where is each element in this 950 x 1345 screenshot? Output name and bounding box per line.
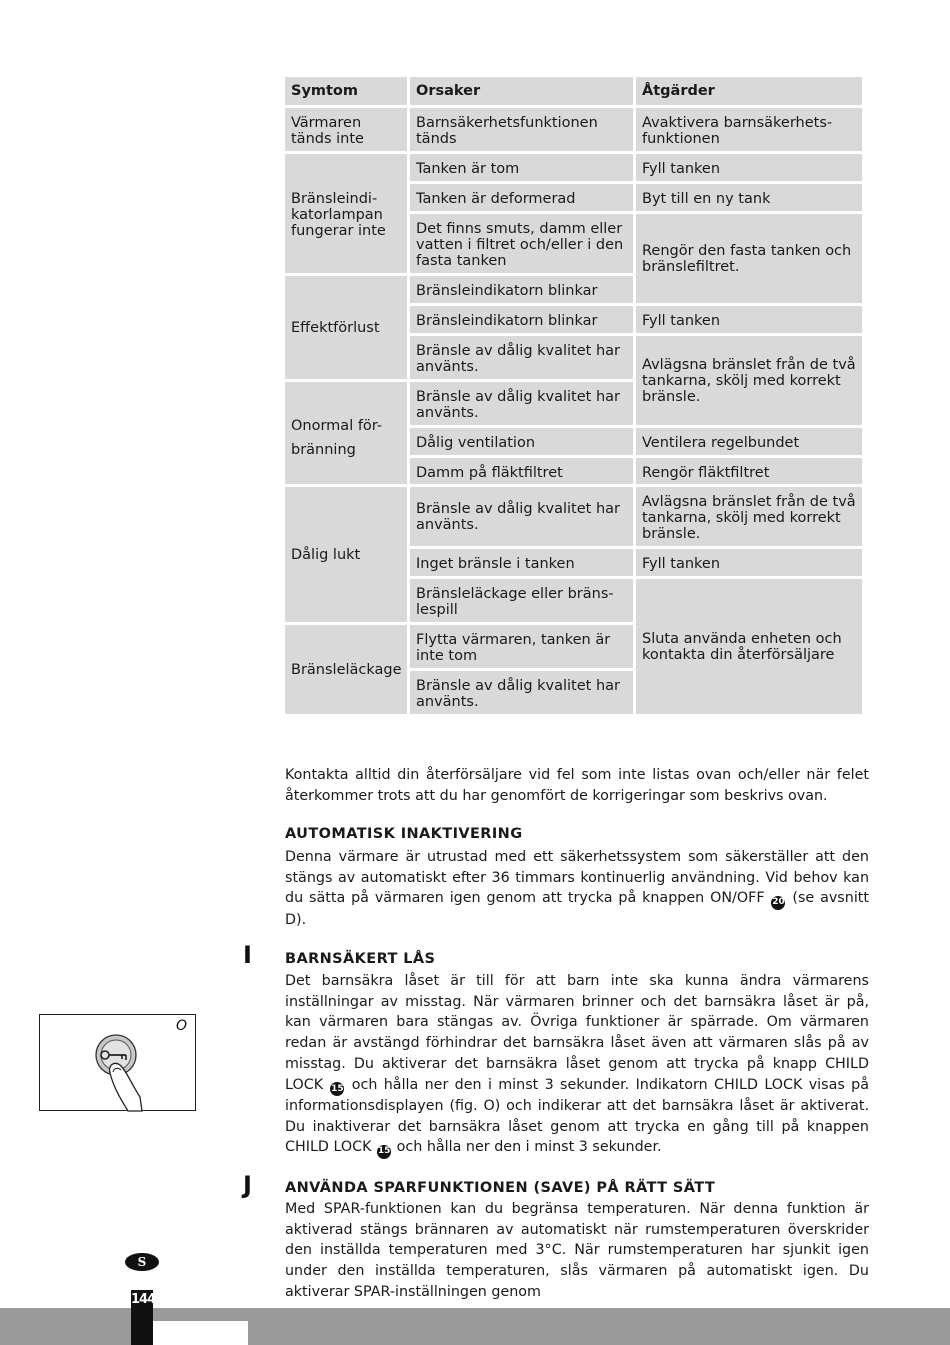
button-ref-badge: 15 bbox=[330, 1082, 344, 1096]
section-letter: I bbox=[243, 941, 252, 969]
auto-off-heading: AUTOMATISK INAKTIVERING bbox=[285, 826, 523, 842]
child-lock-heading: BARNSÄKERT LÅS bbox=[285, 951, 436, 967]
cause-cell: Inget bränsle i tanken bbox=[410, 549, 633, 576]
button-ref-badge: 20 bbox=[771, 896, 785, 910]
cause-cell: Tanken är deformerad bbox=[410, 184, 633, 211]
action-cell: Byt till en ny tank bbox=[636, 184, 862, 211]
header-cause: Orsaker bbox=[410, 77, 633, 105]
button-ref-badge: 15 bbox=[377, 1145, 391, 1159]
header-action: Åtgärder bbox=[636, 77, 862, 105]
cause-cell: Dålig ventilation bbox=[410, 428, 633, 455]
header-symptom: Symtom bbox=[285, 77, 407, 105]
figure-o bbox=[39, 1014, 196, 1111]
auto-off-paragraph: Denna värmare är utrustad med ett säkerhetssystem som säkerställer att den stängs av automatiskt efter 36 timmars kontinuerlig användning. Vid behov kan du sätta på värmaren igen genom att trycka på knappen ON/OFF 20 (se avsnitt D). bbox=[285, 849, 869, 928]
cause-cell: Bränsleindikatorn blinkar bbox=[410, 306, 633, 333]
cause-cell: Tanken är tom bbox=[410, 154, 633, 181]
action-cell: Sluta använda enheten och kontakta din återförsäljare bbox=[636, 579, 862, 714]
cause-cell: Bränsle av dålig kvalitet har använts. bbox=[410, 671, 633, 714]
footer-white-block bbox=[150, 1321, 248, 1345]
action-cell: Avlägsna bränslet från de två tankarna, skölj med korrekt bränsle. bbox=[636, 487, 862, 546]
symptom-cell: Bränsleläckage bbox=[285, 625, 407, 714]
cause-cell: Det finns smuts, damm eller vatten i filtret och/eller i den fasta tanken bbox=[410, 214, 633, 273]
cause-cell: Bränsleindikatorn blinkar bbox=[410, 276, 633, 303]
language-badge: S bbox=[125, 1253, 159, 1271]
cause-cell: Barnsäkerhetsfunktionen tänds bbox=[410, 108, 633, 151]
action-cell: Fyll tanken bbox=[636, 549, 862, 576]
symptom-cell: Bränsleindi- katorlampan fungerar inte bbox=[285, 154, 407, 273]
cause-cell: Flytta värmaren, tanken är inte tom bbox=[410, 625, 633, 668]
cause-cell: Bränsle av dålig kvalitet har använts. bbox=[410, 336, 633, 379]
cause-cell: Bränsle av dålig kvalitet har använts. bbox=[410, 382, 633, 425]
action-cell: Rengör den fasta tanken och bränslefiltret. bbox=[636, 214, 862, 303]
symptom-cell: Dålig lukt bbox=[285, 487, 407, 622]
action-cell: Rengör fläktfiltret bbox=[636, 458, 862, 484]
action-cell: Avaktivera barnsäkerhets- funktionen bbox=[636, 108, 862, 151]
symptom-cell: Onormal för- bränning bbox=[285, 382, 407, 484]
action-cell: Fyll tanken bbox=[636, 306, 862, 333]
action-cell: Ventilera regelbundet bbox=[636, 428, 862, 455]
section-letter: J bbox=[243, 1171, 252, 1199]
action-cell: Fyll tanken bbox=[636, 154, 862, 181]
save-function-paragraph: Med SPAR-funktionen kan du begränsa temperaturen. När denna funktion är aktiverad stängs brännaren av automatiskt när rumstemperaturen överskrider den inställda temperaturen med 3°C. När rumstemperaturen har sjunkit igen under den inställda temperaturen, slås värmaren på automatiskt igen. Du aktiverar SPAR-inställningen genom bbox=[285, 1201, 869, 1300]
cause-cell: Bränsleläckage eller bräns- lespill bbox=[410, 579, 633, 622]
figure-label: O bbox=[175, 1018, 187, 1034]
action-cell: Avlägsna bränslet från de två tankarna, skölj med korrekt bränsle. bbox=[636, 336, 862, 425]
cause-cell: Bränsle av dålig kvalitet har använts. bbox=[410, 487, 633, 546]
page-number: 144 bbox=[131, 1292, 156, 1307]
save-function-heading: ANVÄNDA SPARFUNKTIONEN (SAVE) PÅ RÄTT SÄTT bbox=[285, 1180, 716, 1196]
child-lock-paragraph: Det barnsäkra låset är till för att barn inte ska kunna ändra värmarens inställningar av misstag. När värmaren brinner och det barnsäkra låset är på, kan värmaren bara stängas av. Övriga funktioner är spärrade. Om värmaren redan är avstängd förhindrar det barnsäkra låset även att värmaren slås på av misstag. Du aktiverar det barnsäkra låset genom att trycka på knapp CHILD LOCK 15 och hålla ner den i minst 3 sekunder. Indikatorn CHILD LOCK visas på informationsdisplayen (fig. O) och indikerar att det barnsäkra låset är aktiverat. Du inaktiverar det barnsäkra låset genom att trycka en gång till på knappen CHILD LOCK 15 och hålla ner den i minst 3 sekunder. bbox=[285, 971, 869, 1159]
intro-paragraph: Kontakta alltid din återförsäljare vid fel som inte listas ovan och/eller när felet återkommer trots att du har genomfört de korrigeringar som beskrivs ovan. bbox=[285, 767, 869, 804]
symptom-cell: Värmaren tänds inte bbox=[285, 108, 407, 151]
key-button-finger-icon bbox=[40, 1015, 197, 1112]
cause-cell: Damm på fläktfiltret bbox=[410, 458, 633, 484]
symptom-cell: Effektförlust bbox=[285, 276, 407, 379]
